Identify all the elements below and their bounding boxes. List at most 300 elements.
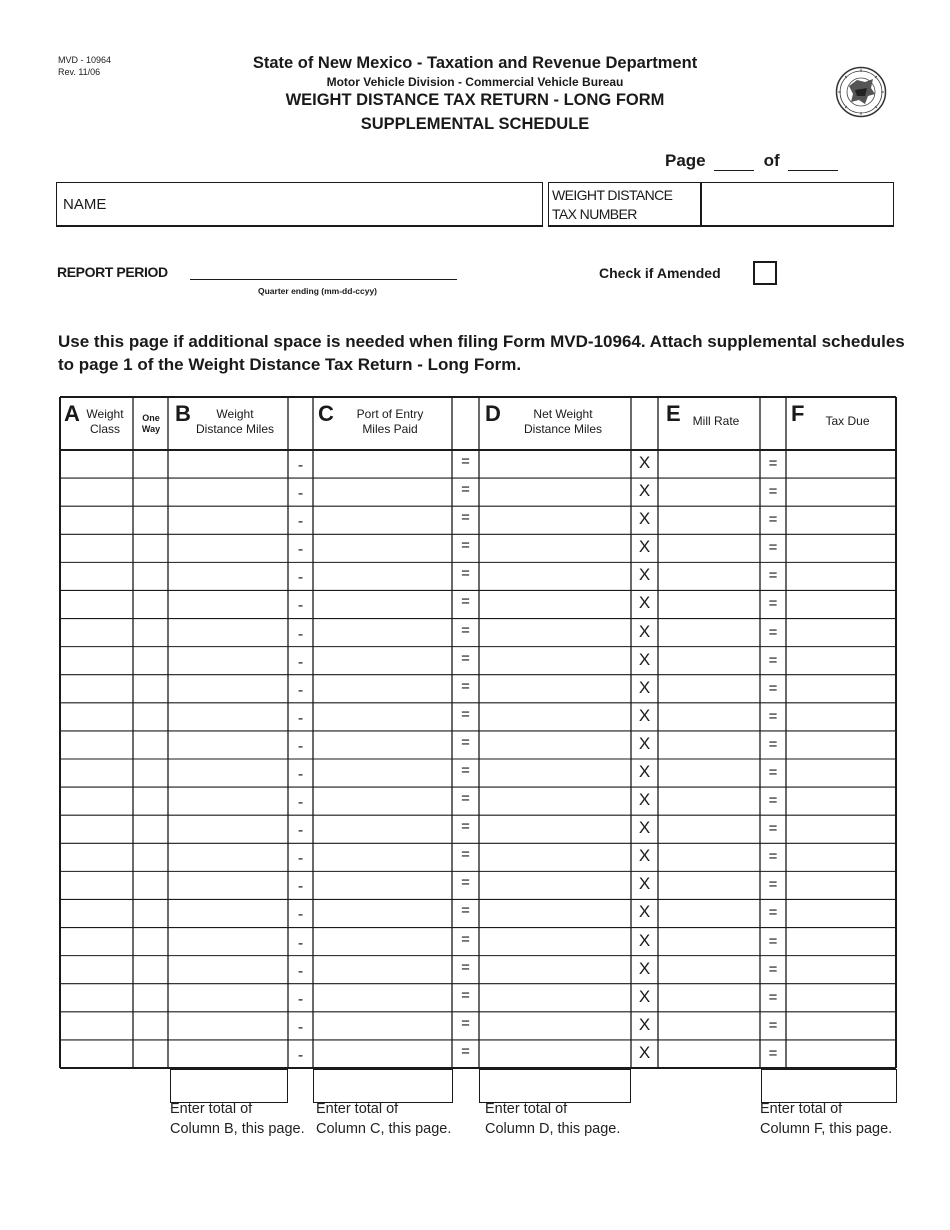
one-way-cell[interactable] [134,984,167,1012]
one-way-cell[interactable] [134,647,167,675]
weight-distance-miles-cell[interactable] [169,619,287,647]
mill-rate-cell[interactable] [659,534,759,562]
total-f-label-line1: Enter total of [760,1101,843,1117]
weight-class-cell[interactable] [61,1040,132,1068]
total-b-label-line2: Column B, this page. [170,1120,305,1137]
net-weight-distance-cell[interactable] [480,1012,630,1040]
times-operator: X [638,762,651,781]
one-way-cell[interactable] [134,956,167,984]
weight-class-cell[interactable] [61,787,132,815]
tax-due-cell[interactable] [787,815,895,843]
table-row [0,590,950,618]
port-of-entry-miles-cell[interactable] [314,647,451,675]
net-weight-distance-cell[interactable] [480,703,630,731]
total-f-label-line2: Column F, this page. [760,1120,893,1137]
one-way-cell[interactable] [134,1012,167,1040]
equals-operator: = [461,958,470,976]
minus-operator: - [297,962,304,980]
times-operator: X [638,677,651,697]
tax-due-cell[interactable] [787,843,895,871]
minus-operator: - [297,513,304,531]
one-way-cell[interactable] [134,759,167,787]
net-weight-distance-cell[interactable] [480,984,630,1012]
one-way-cell[interactable] [134,675,167,703]
equals-operator: = [461,762,470,779]
weight-distance-miles-cell[interactable] [169,1040,287,1068]
tax-number-label-line2: TAX NUMBER [552,206,637,222]
weight-class-cell[interactable] [61,731,132,759]
equals-operator: = [768,1044,778,1062]
weight-distance-miles-cell[interactable] [169,787,287,815]
port-of-entry-miles-cell[interactable] [314,562,451,590]
equals-operator: = [461,453,470,470]
one-way-cell[interactable] [134,815,167,843]
net-weight-distance-cell[interactable] [480,815,630,843]
total-column-f-field[interactable] [761,1069,897,1103]
net-weight-distance-cell[interactable] [480,590,630,618]
equals-operator: = [768,483,778,501]
tax-due-cell[interactable] [787,759,895,787]
total-c-label [316,1100,451,1139]
net-weight-distance-cell[interactable] [480,956,630,984]
table-row [0,899,950,927]
mill-rate-cell[interactable] [659,843,759,871]
col-d-header-line2: Distance Miles [523,422,603,436]
total-c-label-line1: Enter total of [316,1101,399,1117]
times-operator: X [638,1014,651,1034]
table-row [0,703,950,731]
one-way-cell[interactable] [134,562,167,590]
col-a-header-line1: Weight [86,407,124,421]
instructions: Use this page if additional space is needed when filing Form MVD-10964. Attach supplemental schedules to page 1 of the Weight Distance Tax Return - Long Form. [58,332,905,374]
tax-due-cell[interactable] [787,647,895,675]
mill-rate-cell[interactable] [659,1040,759,1068]
minus-operator: - [297,485,304,503]
minus-operator: - [297,597,304,615]
port-of-entry-miles-cell[interactable] [314,590,451,618]
total-column-c-field[interactable] [313,1069,453,1103]
weight-distance-miles-cell[interactable] [169,703,287,731]
minus-operator: - [297,625,304,643]
tax-due-cell[interactable] [787,1012,895,1040]
mill-rate-cell[interactable] [659,928,759,956]
col-a-header [80,407,130,437]
times-operator: X [638,1042,651,1062]
one-way-cell[interactable] [134,450,167,478]
minus-operator: - [297,569,304,587]
equals-operator: = [461,621,470,639]
weight-distance-miles-cell[interactable] [169,759,287,787]
form-subtitle: SUPPLEMENTAL SCHEDULE [360,115,590,133]
port-of-entry-miles-cell[interactable] [314,956,451,984]
net-weight-distance-cell[interactable] [480,759,630,787]
equals-operator: = [768,735,778,753]
equals-operator: = [768,764,778,781]
net-weight-distance-cell[interactable] [480,928,630,956]
weight-class-cell[interactable] [61,675,132,703]
mill-rate-cell[interactable] [659,703,759,731]
total-d-label [485,1100,620,1139]
mill-rate-cell[interactable] [659,590,759,618]
one-way-cell[interactable] [134,478,167,506]
equals-operator: = [461,649,470,667]
mill-rate-cell[interactable] [659,675,759,703]
weight-class-cell[interactable] [61,478,132,506]
net-weight-distance-cell[interactable] [480,731,630,759]
port-of-entry-miles-cell[interactable] [314,984,451,1012]
department-heading: State of New Mexico - Taxation and Revenue Department [252,54,698,72]
port-of-entry-miles-cell[interactable] [314,506,451,534]
weight-class-cell[interactable] [61,450,132,478]
tax-due-cell[interactable] [787,984,895,1012]
weight-class-cell[interactable] [61,562,132,590]
weight-class-cell[interactable] [61,956,132,984]
table-row [0,843,950,871]
equals-operator: = [768,960,778,978]
one-way-cell[interactable] [134,506,167,534]
one-way-cell[interactable] [134,843,167,871]
equals-operator: = [768,511,778,529]
equals-operator: = [768,707,778,725]
total-f-label [760,1100,892,1139]
weight-distance-miles-cell[interactable] [169,647,287,675]
form-revision: Rev. 11/06 [58,67,101,77]
equals-operator: = [768,455,778,472]
minus-operator: - [297,878,304,896]
times-operator: X [638,733,651,753]
weight-class-cell[interactable] [61,1012,132,1040]
net-weight-distance-cell[interactable] [480,899,630,927]
equals-operator: = [768,623,778,641]
col-c-header-line2: Miles Paid [362,422,418,436]
table-row [0,534,950,562]
tax-due-cell[interactable] [787,871,895,899]
col-d-letter: D [485,401,501,426]
port-of-entry-miles-cell[interactable] [314,1040,451,1068]
times-operator: X [638,818,651,838]
times-operator: X [638,986,651,1006]
weight-distance-miles-cell[interactable] [169,928,287,956]
weight-class-cell[interactable] [61,619,132,647]
mill-rate-cell[interactable] [659,787,759,815]
net-weight-distance-cell[interactable] [480,478,630,506]
net-weight-distance-cell[interactable] [480,787,630,815]
port-of-entry-miles-cell[interactable] [314,787,451,815]
table-row [0,928,950,956]
port-of-entry-miles-cell[interactable] [314,928,451,956]
equals-operator: = [768,876,778,894]
times-operator: X [638,846,651,866]
minus-operator: - [297,1046,304,1064]
equals-operator: = [461,874,470,892]
net-weight-distance-cell[interactable] [480,675,630,703]
port-of-entry-miles-cell[interactable] [314,703,451,731]
tax-due-cell[interactable] [787,928,895,956]
tax-due-cell[interactable] [787,478,895,506]
weight-distance-miles-cell[interactable] [169,843,287,871]
port-of-entry-miles-cell[interactable] [314,843,451,871]
minus-operator: - [297,737,304,755]
form-title: WEIGHT DISTANCE TAX RETURN - LONG FORM [285,91,665,109]
col-f-letter: F [791,401,805,426]
weight-class-cell[interactable] [61,843,132,871]
mill-rate-cell[interactable] [659,815,759,843]
one-way-cell[interactable] [134,1040,167,1068]
equals-operator: = [461,1014,470,1032]
port-of-entry-miles-cell[interactable] [314,731,451,759]
equals-operator: = [461,593,470,611]
col-f-header: Tax Due [825,414,870,428]
times-operator: X [638,790,651,810]
col-d-header [503,407,623,437]
report-period-hint: Quarter ending (mm-dd-ccyy) [258,286,378,296]
one-way-cell[interactable] [134,703,167,731]
weight-distance-miles-cell[interactable] [169,815,287,843]
tax-due-cell[interactable] [787,675,895,703]
tax-due-cell[interactable] [787,562,895,590]
one-way-cell[interactable] [134,619,167,647]
tax-due-cell[interactable] [787,450,895,478]
equals-operator: = [768,567,778,585]
minus-operator: - [297,1018,304,1036]
minus-operator: - [297,850,304,868]
col-oneway-line2: Way [141,424,161,434]
table-row [0,675,950,703]
minus-operator: - [297,709,304,727]
col-c-header [335,407,445,437]
equals-operator: = [461,733,470,751]
table-row [0,759,950,787]
equals-operator: = [461,818,470,836]
weight-class-cell[interactable] [61,815,132,843]
weight-distance-miles-cell[interactable] [169,590,287,618]
mill-rate-cell[interactable] [659,478,759,506]
tax-due-cell[interactable] [787,899,895,927]
times-operator: X [638,565,651,585]
minus-operator: - [297,681,304,699]
total-d-label-line2: Column D, this page. [485,1120,621,1137]
equals-operator: = [461,565,470,583]
col-a-letter: A [64,401,80,426]
port-of-entry-miles-cell[interactable] [314,478,451,506]
mill-rate-cell[interactable] [659,871,759,899]
port-of-entry-miles-cell[interactable] [314,815,451,843]
table-row [0,450,950,478]
tax-due-cell[interactable] [787,534,895,562]
weight-class-cell[interactable] [61,899,132,927]
weight-distance-miles-cell[interactable] [169,478,287,506]
times-operator: X [638,621,651,641]
weight-distance-miles-cell[interactable] [169,534,287,562]
tax-due-cell[interactable] [787,787,895,815]
tax-due-cell[interactable] [787,956,895,984]
one-way-cell[interactable] [134,928,167,956]
mill-rate-cell[interactable] [659,450,759,478]
net-weight-distance-cell[interactable] [480,506,630,534]
equals-operator: = [461,986,470,1004]
minus-operator: - [297,822,304,840]
mill-rate-cell[interactable] [659,956,759,984]
equals-operator: = [461,902,470,920]
col-e-letter: E [666,401,681,426]
total-column-b-field[interactable] [170,1069,288,1103]
times-operator: X [638,874,651,894]
table-row [0,647,950,675]
tax-number-label-line1: WEIGHT DISTANCE [552,187,673,203]
weight-class-cell[interactable] [61,871,132,899]
minus-operator: - [297,794,304,812]
col-b-header-line2: Distance Miles [195,422,275,436]
table-row [0,984,950,1012]
table-row [0,731,950,759]
port-of-entry-miles-cell[interactable] [314,899,451,927]
mill-rate-cell[interactable] [659,1012,759,1040]
weight-distance-miles-cell[interactable] [169,731,287,759]
mill-rate-cell[interactable] [659,619,759,647]
equals-operator: = [768,679,778,697]
minus-operator: - [297,906,304,924]
report-period-label: REPORT PERIOD [57,264,168,280]
port-of-entry-miles-cell[interactable] [314,450,451,478]
mill-rate-cell[interactable] [659,506,759,534]
weight-class-cell[interactable] [61,647,132,675]
equals-operator: = [461,537,470,555]
weight-class-cell[interactable] [61,590,132,618]
form-number: MVD - 10964 [58,55,112,65]
tax-due-cell[interactable] [787,506,895,534]
equals-operator: = [768,904,778,922]
weight-distance-miles-cell[interactable] [169,871,287,899]
name-label: NAME [63,196,107,213]
minus-operator: - [297,541,304,559]
col-b-header [185,407,285,437]
times-operator: X [638,509,651,529]
weight-distance-miles-cell[interactable] [169,450,287,478]
minus-operator: - [297,990,304,1008]
minus-operator: - [297,766,304,783]
mill-rate-cell[interactable] [659,899,759,927]
tax-due-cell[interactable] [787,731,895,759]
port-of-entry-miles-cell[interactable] [314,759,451,787]
equals-operator: = [461,846,470,864]
times-operator: X [638,902,651,922]
net-weight-distance-cell[interactable] [480,562,630,590]
mill-rate-cell[interactable] [659,759,759,787]
table-row [0,871,950,899]
table-row [0,619,950,647]
equals-operator: = [461,509,470,527]
one-way-cell[interactable] [134,787,167,815]
total-d-label-line1: Enter total of [485,1101,568,1117]
one-way-cell[interactable] [134,534,167,562]
mill-rate-cell[interactable] [659,647,759,675]
weight-distance-miles-cell[interactable] [169,675,287,703]
table-row [0,787,950,815]
division-heading: Motor Vehicle Division - Commercial Vehicle Bureau [326,75,624,89]
page-label: Page [665,151,706,170]
weight-class-cell[interactable] [61,506,132,534]
one-way-cell[interactable] [134,731,167,759]
mill-rate-cell[interactable] [659,984,759,1012]
equals-operator: = [768,820,778,838]
times-operator: X [638,453,651,472]
net-weight-distance-cell[interactable] [480,450,630,478]
equals-operator: = [768,988,778,1006]
equals-operator: = [461,1042,470,1060]
weight-class-cell[interactable] [61,534,132,562]
net-weight-distance-cell[interactable] [480,871,630,899]
equals-operator: = [461,677,470,695]
equals-operator: = [768,1016,778,1034]
equals-operator: = [768,848,778,866]
equals-operator: = [461,481,470,499]
weight-distance-miles-cell[interactable] [169,506,287,534]
times-operator: X [638,958,651,978]
col-c-letter: C [318,401,334,426]
weight-distance-miles-cell[interactable] [169,984,287,1012]
times-operator: X [638,593,651,613]
table-row [0,815,950,843]
mill-rate-cell[interactable] [659,562,759,590]
port-of-entry-miles-cell[interactable] [314,675,451,703]
times-operator: X [638,705,651,725]
one-way-cell[interactable] [134,871,167,899]
weight-distance-miles-cell[interactable] [169,956,287,984]
table-row [0,506,950,534]
equals-operator: = [768,595,778,613]
table-row [0,478,950,506]
port-of-entry-miles-cell[interactable] [314,534,451,562]
weight-class-cell[interactable] [61,703,132,731]
weight-distance-miles-cell[interactable] [169,1012,287,1040]
one-way-cell[interactable] [134,899,167,927]
col-b-header-line1: Weight [216,407,254,421]
equals-operator: = [461,790,470,808]
col-a-header-line2: Class [89,422,120,436]
mill-rate-cell[interactable] [659,731,759,759]
weight-class-cell[interactable] [61,984,132,1012]
total-b-label-line1: Enter total of [170,1101,253,1117]
tax-due-cell[interactable] [787,703,895,731]
net-weight-distance-cell[interactable] [480,647,630,675]
table-row [0,562,950,590]
weight-class-cell[interactable] [61,928,132,956]
equals-operator: = [461,705,470,723]
total-column-d-field[interactable] [479,1069,631,1103]
times-operator: X [638,537,651,557]
port-of-entry-miles-cell[interactable] [314,871,451,899]
tax-due-cell[interactable] [787,619,895,647]
one-way-cell[interactable] [134,590,167,618]
weight-distance-miles-cell[interactable] [169,562,287,590]
of-label: of [763,151,780,170]
col-oneway-header [134,413,168,435]
col-e-header: Mill Rate [692,414,740,428]
weight-distance-miles-cell[interactable] [169,899,287,927]
tax-due-cell[interactable] [787,590,895,618]
total-c-label-line2: Column C, this page. [316,1120,452,1137]
tax-due-cell[interactable] [787,1040,895,1068]
port-of-entry-miles-cell[interactable] [314,619,451,647]
net-weight-distance-cell[interactable] [480,534,630,562]
port-of-entry-miles-cell[interactable] [314,1012,451,1040]
weight-class-cell[interactable] [61,759,132,787]
net-weight-distance-cell[interactable] [480,843,630,871]
net-weight-distance-cell[interactable] [480,1040,630,1068]
net-weight-distance-cell[interactable] [480,619,630,647]
equals-operator: = [768,792,778,810]
total-b-label [170,1100,305,1139]
